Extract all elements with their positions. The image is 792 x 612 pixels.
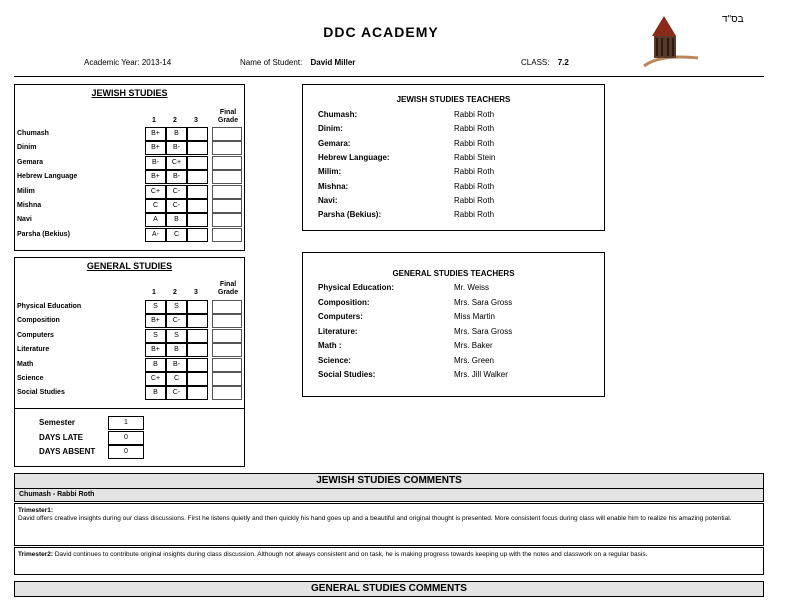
teacher-row	[318, 312, 598, 324]
teacher-subject: Chumash:	[318, 110, 358, 119]
teacher-name: Rabbi Stein	[454, 152, 496, 162]
final-grade-cell	[212, 343, 242, 357]
grade-column-header: 3	[194, 117, 198, 124]
grade-cell	[187, 329, 208, 343]
teacher-subject: Milim:	[318, 167, 342, 177]
teacher-name: Mrs. Baker	[454, 341, 493, 350]
grade-cell	[187, 343, 208, 357]
subject-name: Milim	[17, 187, 35, 195]
grade-cell: C	[166, 228, 187, 242]
grade-cell: C	[145, 199, 166, 213]
subject-name: Literature	[17, 346, 50, 354]
general-comments-title: GENERAL STUDIES COMMENTS	[14, 581, 764, 597]
grade-cell: C+	[145, 185, 166, 199]
teacher-name: Rabbi Roth	[454, 195, 495, 205]
grade-cell: C	[166, 372, 187, 386]
class-info	[521, 58, 569, 67]
grade-cell	[187, 127, 208, 141]
teacher-subject: Navi:	[318, 195, 338, 205]
teacher-row	[318, 182, 598, 194]
grade-cell: B+	[145, 141, 166, 155]
teacher-name: Mr. Weiss	[454, 283, 489, 292]
teacher-subject: Composition:	[318, 297, 370, 307]
grade-cell: B-	[166, 170, 187, 184]
subject-name: Gemara	[17, 158, 44, 166]
student-label: Name of Student:	[240, 58, 303, 67]
general-teachers-title: GENERAL STUDIES TEACHERS	[392, 269, 515, 278]
stat-label: Semester	[39, 418, 76, 427]
grade-cell: S	[166, 300, 187, 314]
grade-cell: C-	[166, 199, 187, 213]
header-divider	[14, 76, 764, 77]
teacher-name: Mrs. Sara Gross	[454, 326, 513, 336]
grade-cell: B+	[145, 314, 166, 328]
academic-year	[84, 58, 171, 67]
subject-name: Hebrew Language	[17, 173, 78, 181]
teacher-row	[318, 298, 598, 310]
trimester1-comment	[14, 503, 764, 546]
final-grade-cell	[212, 170, 242, 184]
subject-name: Physical Education	[17, 303, 82, 310]
grade-cell: S	[166, 329, 187, 343]
teacher-row	[318, 341, 598, 353]
grade-cell	[187, 213, 208, 227]
school-logo	[640, 14, 702, 70]
teacher-subject: Social Studies:	[318, 370, 376, 379]
grade-cell: B-	[166, 141, 187, 155]
subject-name: Science	[17, 375, 44, 382]
grade-cell: C-	[166, 314, 187, 328]
subject-name: Composition	[17, 317, 60, 325]
class-label: CLASS:	[521, 58, 550, 67]
grade-cell: C-	[166, 386, 187, 400]
subject-name: Chumash	[17, 130, 49, 137]
class-value: 7.2	[557, 58, 569, 67]
grade-cell	[187, 372, 208, 386]
grade-cell: A	[145, 213, 166, 227]
academic-year-value: 2013-14	[141, 58, 172, 67]
teacher-row	[318, 370, 598, 382]
grade-cell: B-	[145, 156, 166, 170]
final-grade-cell	[212, 358, 242, 372]
grade-cell	[187, 185, 208, 199]
final-grade-cell	[212, 228, 242, 242]
teacher-row	[318, 327, 598, 339]
general-studies-teachers	[302, 252, 605, 397]
teacher-name: Mrs. Green	[454, 355, 495, 365]
grade-cell	[187, 386, 208, 400]
teacher-row	[318, 167, 598, 179]
teacher-row	[318, 153, 598, 165]
teacher-subject: Dinim:	[318, 124, 343, 134]
grade-cell	[187, 300, 208, 314]
final-grade-cell	[212, 185, 242, 199]
final-grade-header: Final Grade	[217, 281, 239, 296]
teacher-name: Rabbi Roth	[454, 138, 495, 148]
teacher-subject: Parsha (Bekius):	[318, 210, 382, 220]
final-grade-cell	[212, 141, 242, 155]
grade-cell: C+	[145, 372, 166, 386]
final-grade-cell	[212, 386, 242, 400]
final-grade-cell	[212, 199, 242, 213]
grade-cell	[187, 141, 208, 155]
stats-divider	[15, 408, 244, 409]
teacher-subject: Literature:	[318, 326, 358, 336]
teacher-subject: Mishna:	[318, 181, 349, 191]
grade-cell	[187, 156, 208, 170]
grade-cell: B+	[145, 343, 166, 357]
grade-column-header: 1	[152, 117, 156, 124]
school-house-logo-icon	[640, 14, 702, 70]
subject-name: Computers	[17, 331, 54, 339]
teacher-row	[318, 139, 598, 151]
grade-cell: B-	[166, 358, 187, 372]
subject-name: Mishna	[17, 202, 42, 209]
stat-value: 0	[108, 431, 144, 445]
grade-cell	[187, 228, 208, 242]
stat-label: DAYS LATE	[39, 432, 84, 442]
trimester1-label: Trimester1:	[18, 507, 54, 514]
teacher-name: Rabbi Roth	[454, 167, 495, 177]
final-grade-header: Final Grade	[217, 109, 239, 124]
teacher-subject: Math :	[318, 341, 342, 350]
bsd-mark: בס"ד	[722, 14, 744, 25]
trimester1-text: David offers creative insights during our class discussions. First he listens quietly and then quickly his hand goes up and a beautiful and original thought is presented. More consistent focus during class will enable him to realize his amazing potential.	[18, 515, 732, 522]
grade-cell: B+	[145, 127, 166, 141]
final-grade-cell	[212, 156, 242, 170]
grade-cell: B	[145, 386, 166, 400]
school-name: DDC ACADEMY	[323, 24, 439, 40]
jewish-studies-teachers	[302, 84, 605, 231]
grade-cell: B	[166, 343, 187, 357]
general-studies-grades	[14, 257, 245, 467]
teacher-name: Rabbi Roth	[454, 181, 495, 191]
subject-name: Math	[17, 360, 34, 368]
grade-cell: S	[145, 300, 166, 314]
grade-column-header: 3	[194, 289, 198, 296]
teacher-name: Rabbi Roth	[454, 210, 495, 220]
teacher-subject: Computers:	[318, 312, 363, 321]
teacher-row	[318, 283, 598, 295]
teacher-name: Rabbi Roth	[454, 124, 495, 134]
subject-name: Parsha (Bekius)	[17, 230, 70, 238]
teacher-name: Mrs. Jill Walker	[454, 370, 508, 379]
jewish-comments-subject: Chumash - Rabbi Roth	[14, 488, 764, 502]
grade-cell: C+	[166, 156, 187, 170]
grade-cell: S	[145, 329, 166, 343]
final-grade-cell	[212, 372, 242, 386]
jewish-teachers-title: JEWISH STUDIES TEACHERS	[396, 95, 511, 104]
teacher-subject: Science:	[318, 355, 351, 365]
grade-cell: A-	[145, 228, 166, 242]
trimester2-text: David continues to contribute original insights during class discussion. Although not always consistent and on task, he is making progress towards keeping up with the notes and classwork on a regular basis.	[54, 551, 648, 558]
final-grade-cell	[212, 314, 242, 328]
grade-cell: B	[166, 127, 187, 141]
final-grade-cell	[212, 300, 242, 314]
grade-cell	[187, 314, 208, 328]
subject-name: Dinim	[17, 144, 37, 152]
grade-cell	[187, 358, 208, 372]
teacher-name: Miss Martin	[454, 312, 495, 321]
grade-cell: B+	[145, 170, 166, 184]
teacher-row	[318, 110, 598, 122]
jewish-studies-grades	[14, 84, 245, 251]
stat-value: 1	[108, 416, 144, 430]
stat-label: DAYS ABSENT	[39, 447, 96, 456]
grade-cell	[187, 170, 208, 184]
student-name	[240, 58, 355, 67]
final-grade-cell	[212, 127, 242, 141]
final-grade-cell	[212, 329, 242, 343]
grade-cell	[187, 199, 208, 213]
grade-column-header: 1	[152, 289, 156, 296]
trimester2-label: Trimester2:	[18, 551, 54, 558]
jewish-comments-title: JEWISH STUDIES COMMENTS	[14, 473, 764, 489]
teacher-row	[318, 210, 598, 222]
academic-year-label: Academic Year:	[84, 58, 140, 67]
subject-name: Social Studies	[17, 389, 65, 397]
final-grade-cell	[212, 213, 242, 227]
trimester2-comment	[14, 547, 764, 575]
teacher-row	[318, 356, 598, 368]
general-studies-title: GENERAL STUDIES	[86, 261, 173, 271]
teacher-subject: Physical Education:	[318, 283, 395, 292]
stat-value: 0	[108, 445, 144, 459]
student-name-value: David Miller	[310, 58, 356, 67]
subject-name: Navi	[17, 216, 32, 224]
teacher-row	[318, 124, 598, 136]
grade-cell: B	[166, 213, 187, 227]
teacher-row	[318, 196, 598, 208]
teacher-name: Rabbi Roth	[454, 110, 495, 119]
grade-column-header: 2	[173, 289, 177, 296]
jewish-studies-title: JEWISH STUDIES	[91, 88, 168, 98]
teacher-subject: Hebrew Language:	[318, 152, 390, 162]
grade-column-header: 2	[173, 117, 177, 124]
grade-cell: C-	[166, 185, 187, 199]
grade-cell: B	[145, 358, 166, 372]
teacher-subject: Gemara:	[318, 138, 351, 148]
teacher-name: Mrs. Sara Gross	[454, 297, 513, 307]
